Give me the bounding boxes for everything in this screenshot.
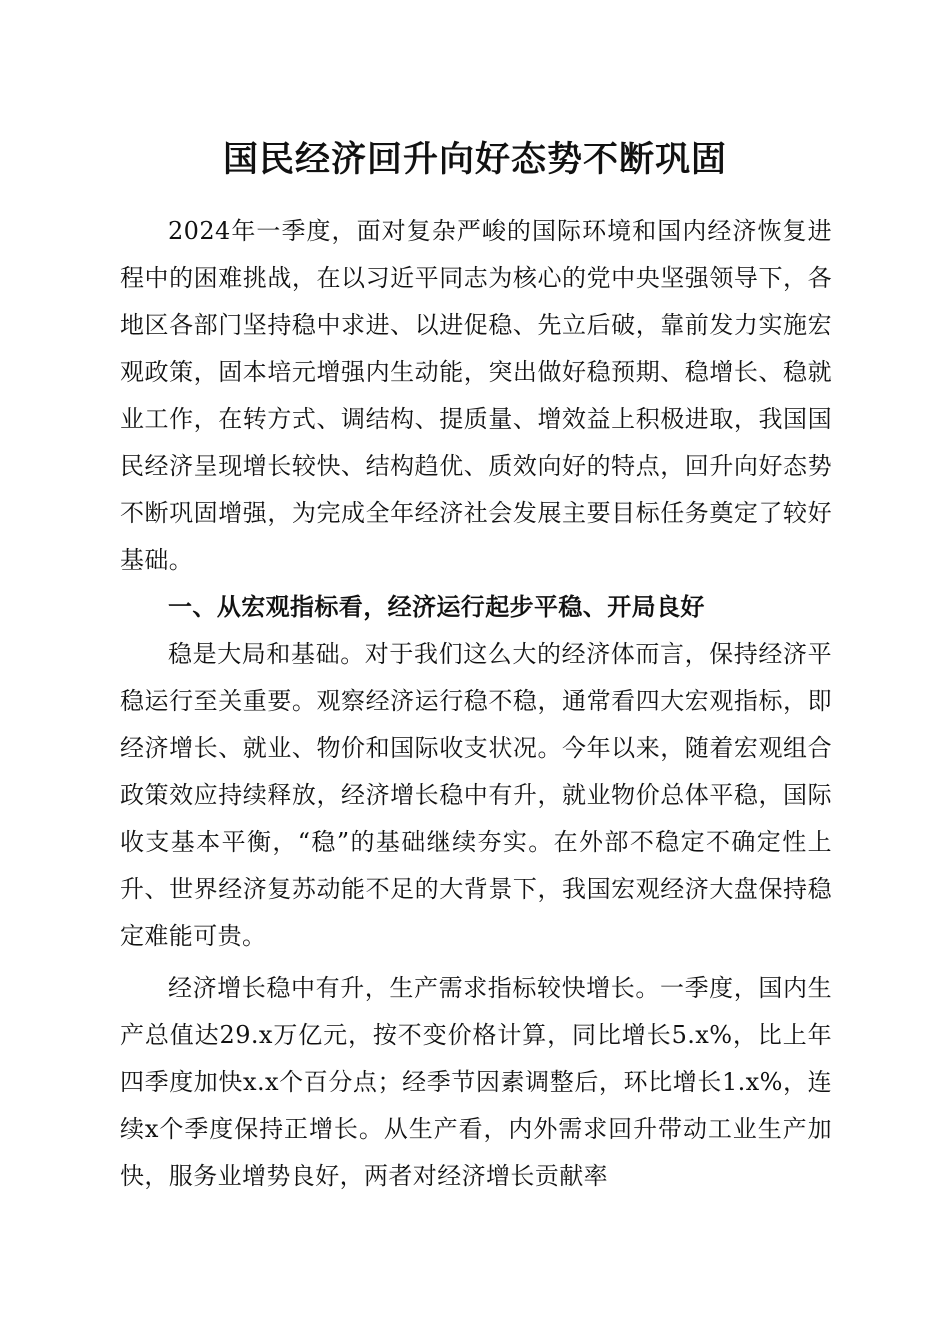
document-title: 国民经济回升向好态势不断巩固	[222, 139, 727, 180]
paragraph-intro: 2024年一季度，面对复杂严峻的国际环境和国内经济恢复进程中的困难挑战，在以习近平同志为核心的党中央坚强领导下，各地区各部门坚持稳中求进、以进促稳、先立后破，靠前发力实施宏观政策，固本培元增强内生动能，突出做好稳预期、稳增长、稳就业工作，在转方式、调结构、提质量、增效益上积极进取，我国国民经济呈现增长较快、结构趋优、质效向好的特点，回升向好态势不断巩固增强，为完成全年经济社会发展主要目标任务奠定了较好基础。	[120, 217, 832, 574]
paragraph-stability: 稳是大局和基础。对于我们这么大的经济体而言，保持经济平稳运行至关重要。观察经济运行稳不稳，通常看四大宏观指标，即经济增长、就业、物价和国际收支状况。今年以来，随着宏观组合政策效应持续释放，经济增长稳中有升，就业物价总体平稳，国际收支基本平衡，“稳”的基础继续夯实。在外部不稳定不确定性上升、世界经济复苏动能不足的大背景下，我国宏观经济大盘保持稳定难能可贵。	[120, 640, 832, 950]
section-heading-1: 一、从宏观指标看，经济运行起步平稳、开局良好	[168, 593, 705, 621]
paragraph-growth: 经济增长稳中有升，生产需求指标较快增长。一季度，国内生产总值达29.x万亿元，按不变价格计算，同比增长5.x%，比上年四季度加快x.x个百分点；经季节因素调整后，环比增长1.x%，连续x个季度保持正增长。从生产看，内外需求回升带动工业生产加快，服务业增势良好，两者对经济增长贡献率	[120, 974, 832, 1190]
document-body	[120, 208, 832, 1200]
